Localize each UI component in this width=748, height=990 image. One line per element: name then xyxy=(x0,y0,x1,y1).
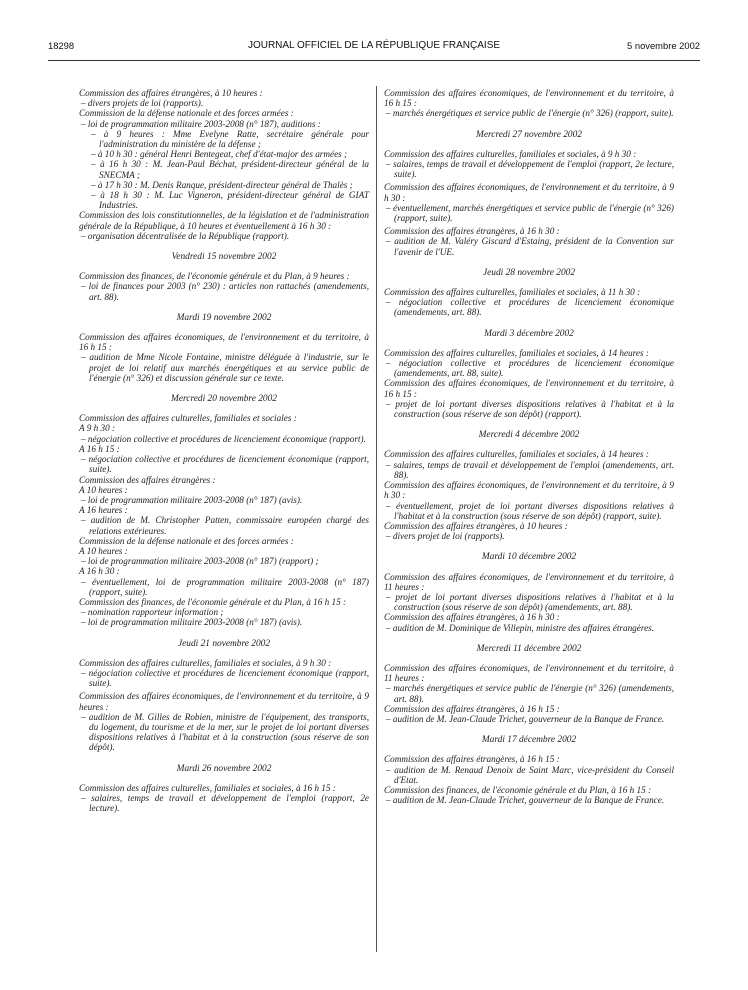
agenda-item: – loi de programmation militaire 2003-2008 (n° 187) (avis). xyxy=(81,494,303,505)
session-date-heading: Mercredi 20 novembre 2002 xyxy=(171,394,277,405)
sub-agenda-item: – à 10 h 30 : général Henri Bentegeat, chef d'état-major des armées ; xyxy=(91,149,348,160)
session-date-heading: Mardi 26 novembre 2002 xyxy=(176,763,272,774)
commission-heading: Commission des affaires économiques, de l'environnement et du territoire, à 9 heures : xyxy=(79,691,369,712)
commission-heading: Commission des affaires culturelles, familiales et sociales : xyxy=(79,413,297,424)
sub-agenda-item: – à 16 h 30 : M. Jean-Paul Béchat, président-directeur général de la SNECMA ; xyxy=(91,159,369,180)
agenda-item: – négociation collective et procédures de licenciement économique (rapport, suite). xyxy=(81,454,369,475)
agenda-item: – négociation collective et procédures de licenciement économique (amendements, art. 88, suite). xyxy=(386,358,674,379)
commission-heading: Commission des affaires économiques, de l'environnement et du territoire, à 16 h 15 : xyxy=(79,332,369,353)
agenda-item: – audition de M. Jean-Claude Trichet, gouverneur de la Banque de France. xyxy=(386,795,665,806)
commission-heading: Commission des affaires étrangères, à 16 h 15 : xyxy=(384,754,560,765)
commission-heading: Commission de la défense nationale et des forces armées : xyxy=(79,535,294,546)
agenda-item: – audition de M. Renaud Denoix de Saint Marc, vice-président du Conseil d'Etat. xyxy=(386,764,674,785)
commission-heading: Commission des finances, de l'économie générale et du Plan, à 16 h 15 : xyxy=(79,596,347,607)
commission-heading: Commission des affaires étrangères : xyxy=(79,474,216,485)
session-date-heading: Mercredi 27 novembre 2002 xyxy=(476,129,582,140)
session-time: A 9 h 30 : xyxy=(79,423,116,434)
session-time: A 16 heures : xyxy=(79,505,128,516)
agenda-item: – salaires, temps de travail et développement de l'emploi (rapport, 2e lecture). xyxy=(81,792,369,814)
agenda-item: – marchés énergétiques et service public de l'énergie (n° 326) (amendements, art. 88). xyxy=(386,683,674,704)
session-date-heading: Mardi 10 décembre 2002 xyxy=(481,552,577,563)
commission-heading: Commission des affaires culturelles, familiales et sociales, à 16 h 15 : xyxy=(79,782,336,793)
session-time: A 16 h 15 : xyxy=(79,443,120,454)
agenda-item: – nomination rapporteur information ; xyxy=(81,607,224,618)
agenda-item: – éventuellement, projet de loi portant diverses dispositions relatives à l'habitat et à la construction (sous réserve de son dépôt) (rapport, suite). xyxy=(386,500,674,521)
agenda-item: – audition de M. Dominique de Villepin, ministre des affaires étrangères. xyxy=(386,622,655,633)
agenda-item: – audition de M. Valéry Giscard d'Estaing, président de la Convention sur l'avenir de l'UE. xyxy=(386,236,674,257)
commission-heading: Commission des lois constitutionnelles, de la législation et de l'administration générale de la République, à 10 heures et éventuellement à 16 h 30 : xyxy=(79,210,369,231)
page-number: 18298 xyxy=(48,40,75,51)
agenda-item: – loi de programmation militaire 2003-2008 (n° 187), auditions : xyxy=(81,118,321,129)
column-divider xyxy=(376,86,377,952)
agenda-item: – projet de loi portant diverses dispositions relatives à l'habitat et à la construction (sous réserve de son dépôt) (rapport). xyxy=(386,398,674,420)
commission-heading: Commission des affaires culturelles, familiales et sociales, à 14 heures : xyxy=(384,449,649,460)
agenda-item: – organisation décentralisée de la République (rapport). xyxy=(81,230,290,241)
agenda-item: – éventuellement, loi de programmation militaire 2003-2008 (n° 187) (rapport, suite). xyxy=(81,576,369,597)
sub-agenda-item: – à 9 heures : Mme Evelyne Ratte, secrétaire générale pour l'administration du ministère de la défense ; xyxy=(91,128,369,150)
commission-heading: Commission des affaires économiques, de l'environnement et du territoire, à 16 h 15 : xyxy=(384,88,674,109)
session-time: A 10 heures : xyxy=(79,484,128,495)
agenda-item: – audition de M. Gilles de Robien, ministre de l'équipement, des transports, du logement, du tourisme et de la mer, sur le projet de loi portant diverses dispositions relatives à l'habitat et à la construction (sous réserve de son dépôt). xyxy=(81,711,369,753)
agenda-item: – divers projets de loi (rapports). xyxy=(81,98,204,109)
commission-heading: Commission des finances, de l'économie générale et du Plan, à 16 h 15 : xyxy=(384,784,652,795)
commission-heading: Commission des affaires étrangères, à 10 heures : xyxy=(79,88,263,98)
commission-heading: Commission des affaires culturelles, familiales et sociales, à 9 h 30 : xyxy=(384,148,637,159)
session-time: A 16 h 30 : xyxy=(79,566,120,577)
agenda-item: – marchés énergétiques et service public de l'énergie (n° 326) (rapport, suite). xyxy=(386,108,674,119)
agenda-item: – loi de programmation militaire 2003-2008 (n° 187) (avis). xyxy=(81,617,303,628)
agenda-item: – éventuellement, marchés énergétiques et service public de l'énergie (n° 326) (rapport, suite). xyxy=(386,202,674,224)
agenda-item: – négociation collective et procédures de licenciement économique (rapport, suite). xyxy=(81,667,369,689)
agenda-item: – audition de M. Christopher Patten, commissaire européen chargé des relations extérieures. xyxy=(81,515,369,536)
sub-agenda-item: – à 17 h 30 : M. Denis Ranque, président-directeur général de Thalès ; xyxy=(91,179,353,190)
agenda-item: – projet de loi portant diverses dispositions relatives à l'habitat et à la construction (sous réserve de son dépôt) (amendements, art. 88). xyxy=(386,591,674,613)
commission-heading: Commission des affaires économiques, de l'environnement et du territoire, à 16 h 15 : xyxy=(384,378,674,399)
session-date-heading: Mardi 17 décembre 2002 xyxy=(481,735,577,746)
commission-heading: Commission des affaires économiques, de l'environnement et du territoire, à 9 h 30 : xyxy=(384,480,674,501)
header-rule xyxy=(48,60,700,61)
agenda-item: – loi de programmation militaire 2003-2008 (n° 187) (rapport) ; xyxy=(81,556,319,567)
commission-heading: Commission des affaires étrangères, à 16 h 30 : xyxy=(384,226,560,237)
agenda-item: – loi de finances pour 2003 (n° 230) : articles non rattachés (amendements, art. 88). xyxy=(81,281,369,302)
commission-heading: Commission des affaires culturelles, familiales et sociales, à 9 h 30 : xyxy=(79,657,332,668)
journal-title: JOURNAL OFFICIEL DE LA RÉPUBLIQUE FRANÇAISE xyxy=(247,40,501,51)
commission-heading: Commission des affaires culturelles, familiales et sociales, à 11 h 30 : xyxy=(384,287,641,298)
page-header xyxy=(48,40,700,56)
session-date-heading: Mardi 19 novembre 2002 xyxy=(176,312,272,323)
commission-heading: Commission des affaires économiques, de l'environnement et du territoire, à 11 heures : xyxy=(384,571,674,592)
session-date-heading: Mercredi 4 décembre 2002 xyxy=(478,430,580,441)
commission-heading: Commission des affaires économiques, de l'environnement et du territoire, à 9 h 30 : xyxy=(384,182,674,203)
agenda-item: – audition de Mme Nicole Fontaine, ministre déléguée à l'industrie, sur le projet de loi relatif aux marchés énergétiques et au service public de l'énergie (n° 326) et discussion générale sur ce texte. xyxy=(81,352,369,383)
right-column xyxy=(384,88,674,805)
agenda-item: – salaires, temps de travail et développement de l'emploi (rapport, 2e lecture, suite). xyxy=(386,159,674,180)
session-time: A 10 heures : xyxy=(79,545,128,556)
commission-heading: Commission de la défense nationale et des forces armées : xyxy=(79,108,294,119)
agenda-item: – divers projet de loi (rapports). xyxy=(386,531,505,542)
commission-heading: Commission des affaires culturelles, familiales et sociales, à 14 heures : xyxy=(384,347,649,358)
commission-heading: Commission des affaires étrangères, à 10 heures : xyxy=(384,520,568,531)
commission-heading: Commission des affaires économiques, de l'environnement et du territoire, à 11 heures : xyxy=(384,662,674,684)
left-column xyxy=(79,88,369,813)
session-date-heading: Jeudi 28 novembre 2002 xyxy=(482,267,576,278)
session-date-heading: Mardi 3 décembre 2002 xyxy=(484,328,574,339)
agenda-item: – salaires, temps de travail et développement de l'emploi (amendements, art. 88). xyxy=(386,459,674,480)
agenda-item: – négociation collective et procédures de licenciement économique (amendements, art. 88). xyxy=(386,297,674,318)
agenda-item: – audition de M. Jean-Claude Trichet, gouverneur de la Banque de France. xyxy=(386,713,665,724)
commission-heading: Commission des finances, de l'économie générale et du Plan, à 9 heures : xyxy=(79,271,350,282)
issue-date: 5 novembre 2002 xyxy=(627,40,700,51)
session-date-heading: Mercredi 11 décembre 2002 xyxy=(476,643,582,654)
session-date-heading: Jeudi 21 novembre 2002 xyxy=(177,638,271,649)
agenda-item: – négociation collective et procédures de licenciement économique (rapport). xyxy=(81,433,366,444)
sub-agenda-item: – à 18 h 30 : M. Luc Vigneron, président-directeur général de GIAT Industries. xyxy=(91,190,369,211)
commission-heading: Commission des affaires étrangères, à 16 h 30 : xyxy=(384,612,560,623)
commission-heading: Commission des affaires étrangères, à 16 h 15 : xyxy=(384,703,560,714)
session-date-heading: Vendredi 15 novembre 2002 xyxy=(171,252,277,263)
